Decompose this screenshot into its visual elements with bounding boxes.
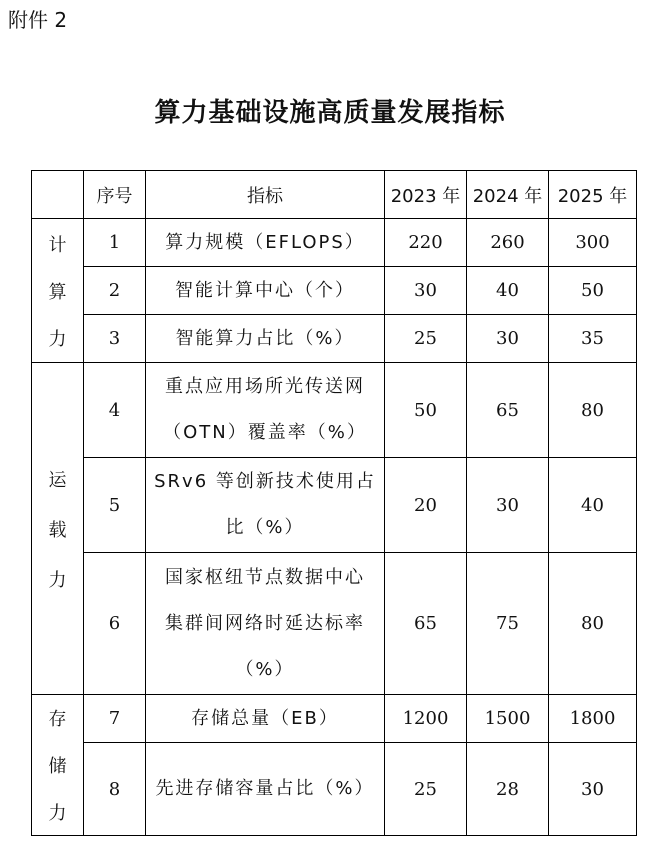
row-number: 4: [84, 363, 146, 458]
value-2023: 220: [385, 219, 467, 267]
row-number: 3: [84, 315, 146, 363]
indicator-name: 国家枢纽节点数据中心 集群间网络时延达标率 （%）: [146, 553, 385, 695]
indicator-name: 先进存储容量占比（%）: [146, 743, 385, 836]
row-number: 2: [84, 267, 146, 315]
table-row: [32, 363, 637, 458]
value-2025: 30: [549, 743, 637, 836]
table-row: [32, 695, 637, 743]
indicator-name: 重点应用场所光传送网 （OTN）覆盖率（%）: [146, 363, 385, 458]
value-2025: 1800: [549, 695, 637, 743]
value-2024: 260: [467, 219, 549, 267]
value-2025: 40: [549, 458, 637, 553]
value-2024: 75: [467, 553, 549, 695]
value-2025: 35: [549, 315, 637, 363]
header-indicator: 指标: [146, 171, 385, 219]
value-2024: 40: [467, 267, 549, 315]
category-cell: 运 载 力: [32, 363, 84, 695]
row-number: 5: [84, 458, 146, 553]
value-2024: 30: [467, 315, 549, 363]
category-cell: 计 算 力: [32, 219, 84, 363]
attachment-label: 附件 2: [8, 8, 68, 32]
value-2024: 65: [467, 363, 549, 458]
table-row: [32, 458, 637, 553]
value-2023: 25: [385, 743, 467, 836]
value-2025: 50: [549, 267, 637, 315]
value-2025: 80: [549, 363, 637, 458]
value-2023: 50: [385, 363, 467, 458]
value-2024: 1500: [467, 695, 549, 743]
row-number: 7: [84, 695, 146, 743]
value-2024: 28: [467, 743, 549, 836]
table-row: [32, 743, 637, 836]
value-2023: 65: [385, 553, 467, 695]
category-cell: 存 储 力: [32, 695, 84, 836]
value-2024: 30: [467, 458, 549, 553]
table-row: [32, 315, 637, 363]
document-title: 算力基础设施高质量发展指标: [154, 98, 506, 128]
value-2025: 300: [549, 219, 637, 267]
indicator-name: 存储总量（EB）: [146, 695, 385, 743]
indicator-name: SRv6 等创新技术使用占 比（%）: [146, 458, 385, 553]
table-row: [32, 219, 637, 267]
header-category: [32, 171, 84, 219]
value-2023: 1200: [385, 695, 467, 743]
row-number: 8: [84, 743, 146, 836]
table-row: [32, 553, 637, 695]
value-2025: 80: [549, 553, 637, 695]
indicator-name: 智能计算中心（个）: [146, 267, 385, 315]
value-2023: 20: [385, 458, 467, 553]
header-number: 序号: [84, 171, 146, 219]
value-2023: 30: [385, 267, 467, 315]
indicator-name: 算力规模（EFLOPS）: [146, 219, 385, 267]
header-2024: 2024 年: [467, 171, 549, 219]
value-2023: 25: [385, 315, 467, 363]
indicator-table: [31, 170, 637, 836]
indicator-name: 智能算力占比（%）: [146, 315, 385, 363]
row-number: 6: [84, 553, 146, 695]
header-2023: 2023 年: [385, 171, 467, 219]
header-2025: 2025 年: [549, 171, 637, 219]
table-header-row: [32, 171, 637, 219]
row-number: 1: [84, 219, 146, 267]
table-row: [32, 267, 637, 315]
